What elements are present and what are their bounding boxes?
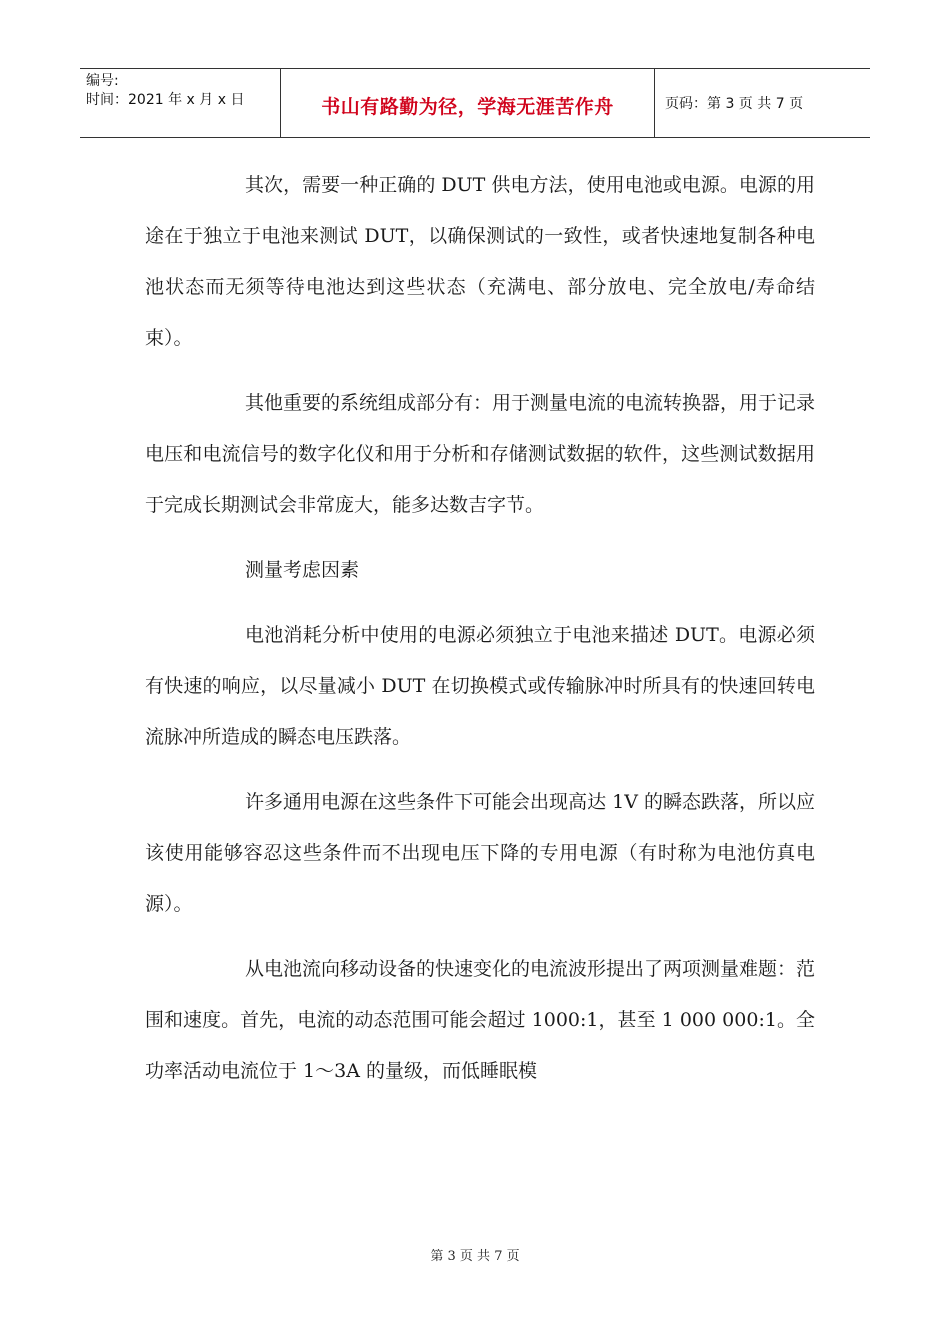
header-motto-cell <box>281 69 655 137</box>
document-body <box>145 160 815 1111</box>
number-label: 编号: <box>86 73 119 89</box>
paragraph-measurement-challenges: 从电池流向移动设备的快速变化的电流波形提出了两项测量难题：范围和速度。首先，电流的动态范围可能会超过 1000:1，甚至 1 000 000:1。全功率活动电流位于 1～3A 的量级，而低睡眠模 <box>145 958 816 1082</box>
page-footer <box>0 1245 950 1264</box>
page-header <box>80 68 870 138</box>
paragraph-power-method: 其次，需要一种正确的 DUT 供电方法，使用电池或电源。电源的用途在于独立于电池来测试 DUT，以确保测试的一致性，或者快速地复制各种电池状态而无须等待电池达到这些状态（充满电、部分放电、完全放电/寿命结束）。 <box>145 174 815 349</box>
paragraph-system-components: 其他重要的系统组成部分有：用于测量电流的电流转换器，用于记录电压和电流信号的数字化仪和用于分析和存储测试数据的软件，这些测试数据用于完成长期测试会非常庞大，能多达数吉字节。 <box>145 392 816 516</box>
section-heading-measurement: 测量考虑因素 <box>245 559 360 581</box>
paragraph-power-supply-response: 电池消耗分析中使用的电源必须独立于电池来描述 DUT。电源必须有快速的响应，以尽量减小 DUT 在切换模式或传输脉冲时所具有的快速回转电流脉冲所造成的瞬态电压跌落。 <box>145 624 815 748</box>
date-label: 时间：2021 年 x 月 x 日 <box>86 92 245 108</box>
footer-page-number: 第 3 页 共 7 页 <box>430 1249 520 1264</box>
paragraph-transient-drop: 许多通用电源在这些条件下可能会出现高达 1V 的瞬态跌落，所以应该使用能够容忍这些条件而不出现电压下降的专用电源（有时称为电池仿真电源）。 <box>145 791 815 915</box>
motto-text: 书山有路勤为径，学海无涯苦作舟 <box>321 96 614 118</box>
header-page-code-cell <box>655 69 870 137</box>
page-code: 页码：第 3 页 共 7 页 <box>665 96 804 112</box>
header-meta-cell <box>80 69 281 137</box>
